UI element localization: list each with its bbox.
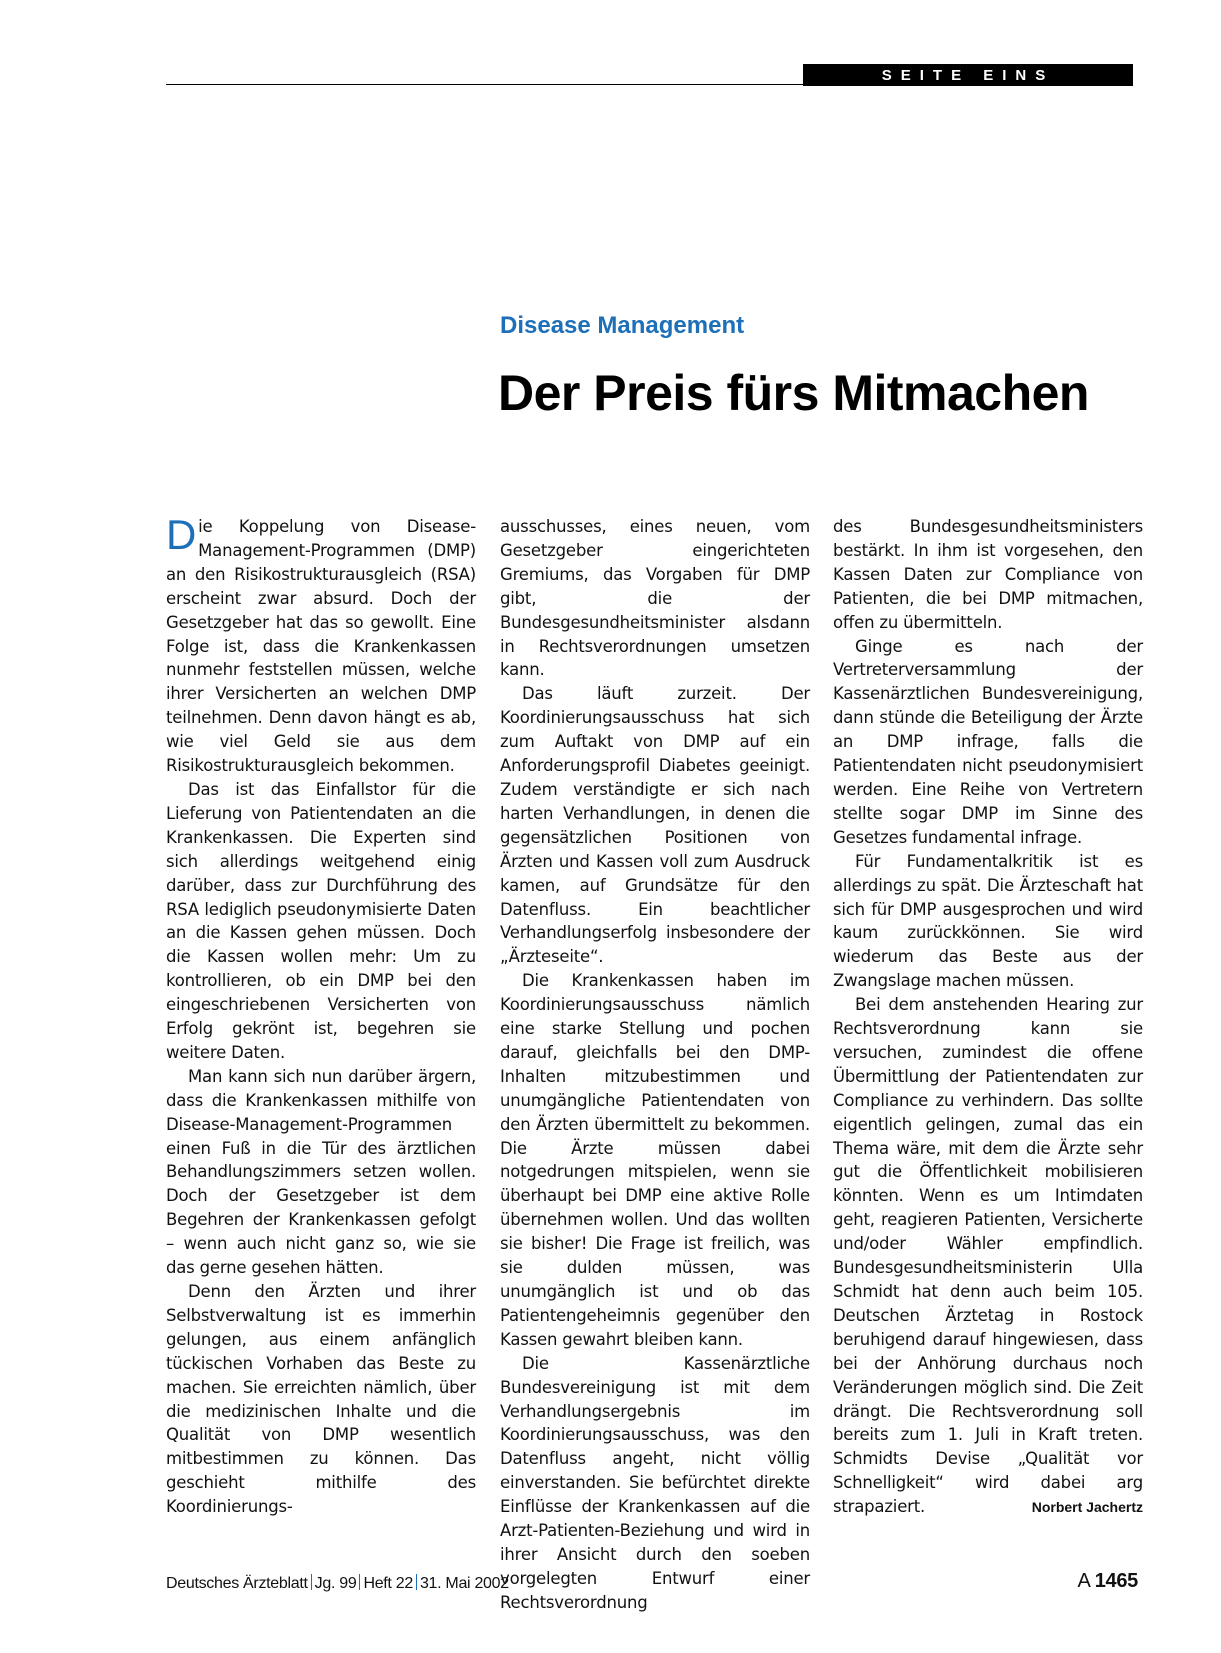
column-2 [500,515,810,1615]
page-number [1078,1570,1139,1593]
page-footer [166,1570,1138,1598]
paragraph: Denn den Ärzten und ihrer Selbstverwaltung ist es immerhin gelungen, aus einem anfänglich tückischen Vorhaben das Beste zu machen. Sie erreichten nämlich, über die medizinischen Inhalte und die Qualität von DMP wesentlich mitbestimmen zu können. Das geschieht mithilfe des Koordinierungs- [166,1282,476,1517]
issue-date: 31. Mai 2002 [419,1575,509,1592]
paragraph: Die Krankenkassen haben im Koordinierungsausschuss nämlich eine starke Stellung und pochen darauf, gleichfalls bei den DMP-Inhalten mitzubestimmen und unumgängliche Patientendaten von den Ärzten übermittelt zu bekommen. Die Ärzte müssen dabei notgedrungen mitspielen, wenn sie überhaupt bei DMP eine aktive Rolle übernehmen wollen. Und das wollten sie bisher! Die Frage ist freilich, was sie dulden müssen, was unumgänglich ist und ob das Patientengeheimnis gegenüber den Kassen gewahrt bleiben kann. [500,971,810,1349]
dropcap: D [166,511,197,558]
paragraph: Man kann sich nun darüber ärgern, dass die Krankenkassen mithilfe von Disease-Management-Programmen einen Fuß in die Tür des ärztlichen Behandlungszimmers setzen wollen. Doch der Gesetzgeber ist dem Begehren der Krankenkassen gefolgt – wenn auch nicht ganz so, wie sie das gerne gesehen hätten. [166,1066,476,1278]
paragraph: Bei dem anstehenden Hearing zur Rechtsverordnung kann sie versuchen, zumindest die offene Übermittlung der Patientendaten zur Compliance zu verhindern. Das sollte eigentlich gelingen, zumal das ein Thema wäre, mit dem die Ärzte sehr gut die Öffentlichkeit mobilisieren könnten. Wenn es um Intimdaten geht, reagieren Patienten, Versicherte und/oder Wähler empfindlich. Bundesgesundheitsministerin Ulla Schmidt hat denn auch beim 105. Deutschen Ärztetag in Rostock beruhigend darauf hingewiesen, dass bei der Anhörung durchaus noch Veränderungen möglich sind. Die Zeit drängt. Die Rechtsverordnung soll bereits zum 1. Juli in Kraft treten. Schmidts Devise „Qualität vor Schnelligkeit“ wird dabei arg strapaziert. [833,995,1143,1517]
separator [416,1574,417,1590]
paragraph: Die Kassenärztliche Bundesvereinigung ist mit dem Verhandlungsergebnis im Koordinierungsausschuss, was den Datenfluss angeht, nicht völlig einverstanden. Sie befürchtet direkte Einflüsse der Krankenkassen auf die Arzt-Patienten-Beziehung und wird in ihrer Ansicht durch den soeben vorgelegten Entwurf einer Rechtsverordnung [500,1353,810,1612]
journal-name: Deutsches Ärzteblatt [166,1575,308,1592]
page-number-value: 1465 [1094,1570,1138,1592]
paragraph: ausschusses, eines neuen, vom Gesetzgeber eingerichteten Gremiums, das Vorgaben für DMP gibt, die der Bundesgesundheitsminister alsdann in Rechtsverordnungen umsetzen kann. [500,517,810,680]
paragraph: Das läuft zurzeit. Der Koordinierungsausschuss hat sich zum Auftakt von DMP auf ein Anforderungsprofil Diabetes geeinigt. Zudem verständigte er sich nach harten Verhandlungen, in denen die gegensätzlichen Positionen von Ärzten und Kassen voll zum Ausdruck kamen, auf Grundsätze für den Datenfluss. Ein beachtlicher Verhandlungserfolg insbesondere der „Ärzteseite“. [500,684,810,967]
column-1 [166,511,476,1519]
headline: Der Preis fürs Mitmachen [498,365,1089,421]
header-rule [166,84,803,85]
paragraph: des Bundesgesundheitsministers bestärkt. In ihm ist vorgesehen, den Kassen Daten zur Compliance von Patienten, die bei DMP mitmachen, offen zu übermitteln. [833,517,1143,632]
section-label: SEITE EINS [803,64,1133,86]
issue: Heft 22 [363,1575,413,1592]
page-prefix: A [1077,1570,1090,1592]
paragraph: Für Fundamentalkritik ist es allerdings zu spät. Die Ärzteschaft hat sich für DMP ausgesprochen und wird kaum zurückkönnen. Sie wird wiederum das Beste aus der Zwangslage machen müssen. [833,851,1143,991]
separator [359,1574,360,1590]
paragraph: Ginge es nach der Vertreterversammlung der Kassenärztlichen Bundesvereinigung, dann stünde die Beteiligung der Ärzte an DMP infrage, falls die Patientendaten nicht pseudonymisiert werden. Eine Reihe von Vertretern stellte sogar DMP im Sinne des Gesetzes fundamental infrage. [833,636,1143,847]
paragraph-text: ie Koppelung von Disease-Management-Programmen (DMP) an den Risikostrukturausgleich (RSA) erscheint zwar absurd. Doch der Gesetzgeber hat das so gewollt. Eine Folge ist, dass die Krankenkassen nunmehr feststellen müssen, welche ihrer Versicherten an welchen DMP teilnehmen. Denn davon hängt es ab, wie viel Geld sie aus dem Risikostrukturausgleich bekommen. [166,517,476,776]
kicker: Disease Management [500,312,745,339]
paragraph [166,511,476,778]
paragraph: Das ist das Einfallstor für die Lieferung von Patientendaten an die Krankenkassen. Die Experten sind sich allerdings weitgehend einig darüber, dass zur Durchführung des RSA lediglich pseudonymisierte Daten an die Kassen gehen müssen. Doch die Kassen wollen mehr: Um zu kontrollieren, ob ein DMP bei den eingeschriebenen Versicherten von Erfolg gekrönt ist, begehren sie weitere Daten. [166,779,476,1062]
author-byline: Norbert Jachertz [1031,1499,1143,1516]
volume: Jg. 99 [314,1575,357,1592]
column-3 [833,515,1143,1515]
separator [311,1574,312,1590]
